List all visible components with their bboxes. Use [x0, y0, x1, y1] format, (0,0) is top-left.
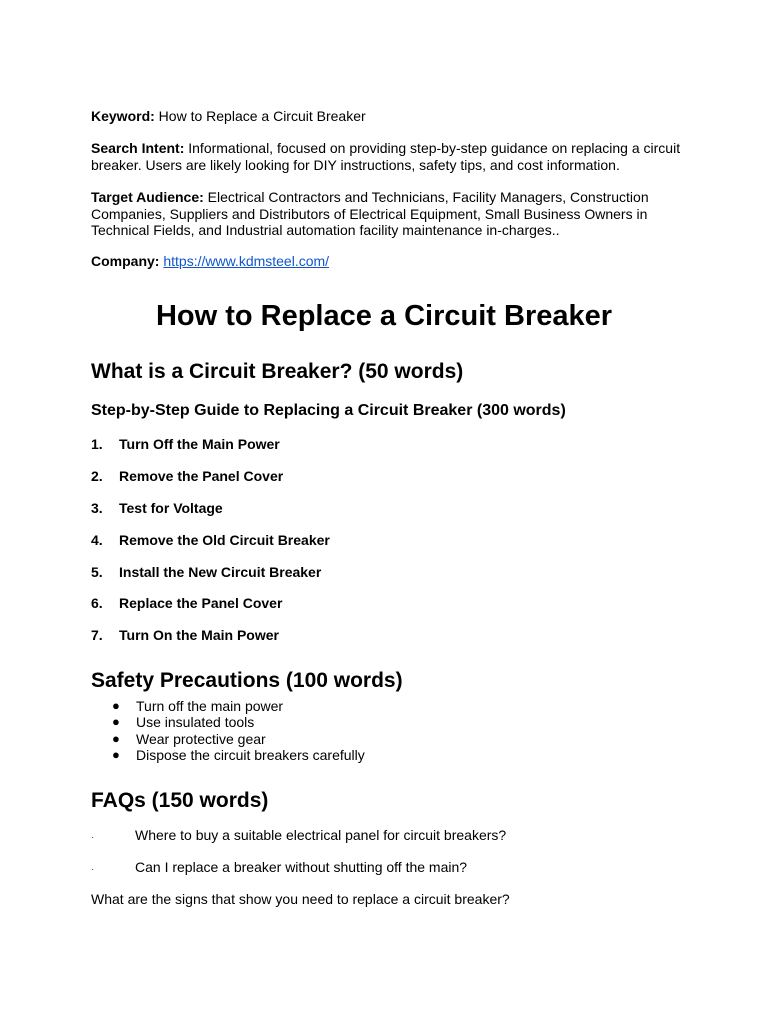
- step-text: Install the New Circuit Breaker: [119, 564, 322, 580]
- faq-question: Can I replace a breaker without shutting off the main?: [135, 859, 468, 875]
- step-number: 1.: [91, 436, 103, 452]
- bullet-icon: ●: [112, 698, 120, 713]
- step-number: 3.: [91, 500, 103, 516]
- search-intent-value: Informational, focused on providing step-by-step guidance on replacing a circuit breaker. Users are likely looking for DIY instructions, safety tips, and cost information.: [91, 140, 681, 173]
- heading-faqs: FAQs (150 words): [91, 789, 269, 812]
- step-item: [91, 500, 223, 517]
- target-audience-label: Target Audience:: [91, 189, 204, 205]
- list-item-text: Wear protective gear: [136, 730, 266, 747]
- heading-step-guide: Step-by-Step Guide to Replacing a Circuit Breaker (300 words): [91, 402, 566, 419]
- faq-marker: ·: [91, 832, 95, 843]
- faq-item: [91, 859, 467, 878]
- step-item: [91, 468, 283, 485]
- list-item: [112, 731, 365, 747]
- faq-marker: ·: [91, 864, 95, 875]
- safety-list: [112, 698, 365, 763]
- step-text: Remove the Old Circuit Breaker: [119, 532, 330, 548]
- company-link[interactable]: https://www.kdmsteel.com/: [163, 253, 330, 269]
- keyword-value: How to Replace a Circuit Breaker: [154, 108, 366, 124]
- list-item-text: Dispose the circuit breakers carefully: [136, 746, 365, 763]
- company-line: [91, 253, 681, 270]
- bullet-icon: ●: [112, 746, 120, 762]
- company-label: Company:: [91, 253, 160, 269]
- keyword-line: [91, 108, 681, 125]
- search-intent-label: Search Intent:: [91, 140, 185, 156]
- faq-question-plain: What are the signs that show you need to replace a circuit breaker?: [91, 891, 510, 907]
- list-item: [112, 698, 365, 714]
- document-title: How to Replace a Circuit Breaker: [155, 300, 613, 332]
- faq-question: Where to buy a suitable electrical panel for circuit breakers?: [135, 827, 507, 843]
- step-item: [91, 532, 330, 549]
- step-text: Remove the Panel Cover: [119, 468, 284, 484]
- search-intent-line: [91, 140, 681, 173]
- step-text: Turn Off the Main Power: [119, 436, 280, 452]
- list-item: [112, 747, 365, 763]
- step-text: Test for Voltage: [119, 500, 223, 516]
- target-audience-line: [91, 189, 681, 239]
- step-item: [91, 436, 280, 453]
- bullet-icon: ●: [112, 730, 120, 746]
- step-number: 6.: [91, 595, 103, 611]
- step-item: [91, 627, 279, 644]
- step-number: 7.: [91, 627, 103, 643]
- step-item: [91, 564, 321, 581]
- step-number: 5.: [91, 564, 103, 580]
- step-text: Turn On the Main Power: [119, 627, 279, 643]
- step-number: 4.: [91, 532, 103, 548]
- keyword-label: Keyword:: [91, 108, 155, 124]
- step-text: Replace the Panel Cover: [119, 595, 283, 611]
- bullet-icon: ●: [112, 714, 120, 730]
- list-item-text: Turn off the main power: [136, 698, 284, 714]
- list-item: [112, 714, 365, 730]
- faq-item: [91, 827, 506, 846]
- list-item-text: Use insulated tools: [136, 714, 255, 731]
- heading-what-is: What is a Circuit Breaker? (50 words): [91, 360, 464, 383]
- step-item: [91, 595, 282, 612]
- heading-safety: Safety Precautions (100 words): [91, 669, 403, 692]
- target-audience-value: Electrical Contractors and Technicians, Facility Managers, Construction Companies, Suppliers and Distributors of Electrical Equipment, Small Business Owners in Technical Fields, and Industrial automation facility maintenance in-charges..: [91, 189, 649, 238]
- step-number: 2.: [91, 468, 103, 484]
